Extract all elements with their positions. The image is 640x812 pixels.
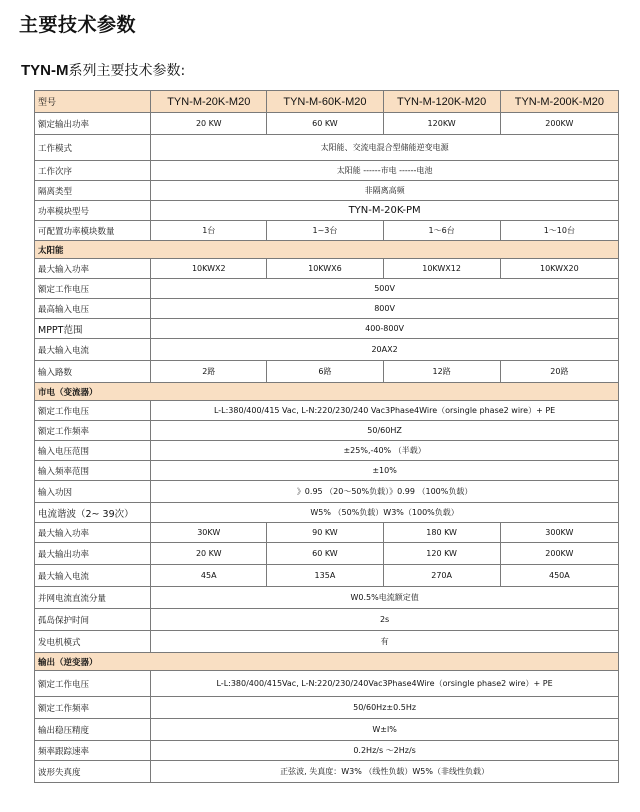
- table-row: [35, 361, 619, 383]
- table-row: [35, 259, 619, 279]
- row-label: 最大输入功率: [35, 259, 151, 279]
- series-suffix: 系列主要技术参数:: [68, 63, 186, 79]
- cell-value: 60 KW: [267, 543, 383, 565]
- row-label: 输入电压范围: [35, 441, 151, 461]
- table-row: [35, 631, 619, 653]
- table-row: [35, 697, 619, 719]
- row-label: 最大输入电流: [35, 565, 151, 587]
- row-label: 最高输入电压: [35, 299, 151, 319]
- row-label: 额定工作电压: [35, 279, 151, 299]
- row-label: 功率模块型号: [35, 201, 151, 221]
- cell-value: 60 KW: [267, 113, 383, 135]
- row-label: 波形失真度: [35, 761, 151, 783]
- cell-value: 20 KW: [151, 113, 267, 135]
- table-row: [35, 161, 619, 181]
- cell-value: 90 KW: [267, 523, 383, 543]
- table-row: [35, 543, 619, 565]
- row-label: 额定工作频率: [35, 697, 151, 719]
- cell-value: 1~3台: [267, 221, 383, 241]
- cell-value: 10KWX20: [500, 259, 618, 279]
- table-header-row: [35, 91, 619, 113]
- cell-value: 50/60Hz±0.5Hz: [151, 697, 619, 719]
- cell-value: 0.2Hz/s ～2Hz/s: [151, 741, 619, 761]
- model-header-cell: TYN-M-200K-M20: [500, 91, 618, 113]
- cell-value: L-L:380/400/415 Vac, L-N:220/230/240 Vac3Phase4Wire（orsingle phase2 wire）+ PE: [151, 401, 619, 421]
- table-row: [35, 221, 619, 241]
- spec-table: [34, 90, 619, 783]
- cell-value: 非隔离高频: [151, 181, 619, 201]
- cell-value: 450A: [500, 565, 618, 587]
- table-row: [35, 523, 619, 543]
- table-row: [35, 761, 619, 783]
- row-label: 额定输出功率: [35, 113, 151, 135]
- spec-table-title: [21, 60, 185, 80]
- table-row: [35, 741, 619, 761]
- page-title: 主要技术参数: [19, 14, 137, 36]
- table-row: [35, 587, 619, 609]
- table-row: [35, 113, 619, 135]
- table-row: [35, 319, 619, 339]
- cell-value: 10KWX2: [151, 259, 267, 279]
- cell-value: 800V: [151, 299, 619, 319]
- cell-value: ±25%,-40% （半载）: [151, 441, 619, 461]
- row-label: 隔离类型: [35, 181, 151, 201]
- cell-value: 120KW: [383, 113, 500, 135]
- cell-value: 有: [151, 631, 619, 653]
- cell-value: 10KWX6: [267, 259, 383, 279]
- table-row: [35, 609, 619, 631]
- row-label: 输入路数: [35, 361, 151, 383]
- model-header-cell: TYN-M-120K-M20: [383, 91, 500, 113]
- cell-value: W5% （50%负载）W3%（100%负载）: [151, 503, 619, 523]
- cell-value: 135A: [267, 565, 383, 587]
- row-label: 可配置功率模块数量: [35, 221, 151, 241]
- cell-value: 20AX2: [151, 339, 619, 361]
- cell-value: 太阳能 ------市电 ------电池: [151, 161, 619, 181]
- table-row: [35, 339, 619, 361]
- row-label: 频率跟踪速率: [35, 741, 151, 761]
- cell-value: W0.5%电流额定值: [151, 587, 619, 609]
- cell-value: 1～6台: [383, 221, 500, 241]
- table-row: [35, 719, 619, 741]
- row-label: 输入频率范围: [35, 461, 151, 481]
- cell-value: 180 KW: [383, 523, 500, 543]
- cell-value: 2路: [151, 361, 267, 383]
- cell-value: 270A: [383, 565, 500, 587]
- row-label: 并网电流直流分量: [35, 587, 151, 609]
- cell-value: 45A: [151, 565, 267, 587]
- table-row: [35, 181, 619, 201]
- cell-value: 》0.95 （20～50%负载）》0.99 （100%负载）: [151, 481, 619, 503]
- table-row: [35, 421, 619, 441]
- row-label: 最大输出功率: [35, 543, 151, 565]
- cell-value: 太阳能、交流电混合型储能逆变电源: [151, 135, 619, 161]
- row-label: 电流谐波（2~ 39次）: [35, 503, 151, 523]
- cell-value: 6路: [267, 361, 383, 383]
- cell-value: 20 KW: [151, 543, 267, 565]
- cell-value: L-L:380/400/415Vac, L-N:220/230/240Vac3Phase4Wire（orsingle phase2 wire）+ PE: [151, 671, 619, 697]
- cell-value: 10KWX12: [383, 259, 500, 279]
- section-header-output: [35, 653, 619, 671]
- cell-value: 200KW: [500, 543, 618, 565]
- cell-value: 200KW: [500, 113, 618, 135]
- row-label: 发电机模式: [35, 631, 151, 653]
- table-row: [35, 135, 619, 161]
- cell-value: 30KW: [151, 523, 267, 543]
- section-label: 太阳能: [35, 241, 619, 259]
- cell-value: 12路: [383, 361, 500, 383]
- cell-value: 400-800V: [151, 319, 619, 339]
- cell-value: 50/60HZ: [151, 421, 619, 441]
- table-row: [35, 461, 619, 481]
- cell-value: 300KW: [500, 523, 618, 543]
- row-label: 最大输入功率: [35, 523, 151, 543]
- row-label: 工作模式: [35, 135, 151, 161]
- table-row: [35, 441, 619, 461]
- cell-value: TYN-M-20K-PM: [151, 201, 619, 221]
- section-header-grid: [35, 383, 619, 401]
- cell-value: 1台: [151, 221, 267, 241]
- cell-value: 20路: [500, 361, 618, 383]
- cell-value: 2s: [151, 609, 619, 631]
- table-row: [35, 565, 619, 587]
- model-header-label: 型号: [35, 91, 151, 113]
- row-label: 输入功因: [35, 481, 151, 503]
- row-label: 额定工作电压: [35, 671, 151, 697]
- row-label: 工作次序: [35, 161, 151, 181]
- row-label: 额定工作频率: [35, 421, 151, 441]
- row-label: 孤岛保护时间: [35, 609, 151, 631]
- row-label: MPPT范围: [35, 319, 151, 339]
- row-label: 最大输入电流: [35, 339, 151, 361]
- row-label: 额定工作电压: [35, 401, 151, 421]
- model-header-cell: TYN-M-60K-M20: [267, 91, 383, 113]
- table-row: [35, 299, 619, 319]
- table-row: [35, 503, 619, 523]
- cell-value: 正弦波, 失真度：W3% （线性负载）W5%（非线性负载）: [151, 761, 619, 783]
- cell-value: W±l%: [151, 719, 619, 741]
- cell-value: 120 KW: [383, 543, 500, 565]
- cell-value: 500V: [151, 279, 619, 299]
- section-header-solar: [35, 241, 619, 259]
- section-label: 市电（变流器）: [35, 383, 619, 401]
- model-header-cell: TYN-M-20K-M20: [151, 91, 267, 113]
- cell-value: 1～10台: [500, 221, 618, 241]
- section-label: 输出（逆变器）: [35, 653, 619, 671]
- table-row: [35, 201, 619, 221]
- cell-value: ±10%: [151, 461, 619, 481]
- series-model: TYN-M: [21, 62, 69, 79]
- row-label: 输出稳压精度: [35, 719, 151, 741]
- table-row: [35, 481, 619, 503]
- table-row: [35, 401, 619, 421]
- table-row: [35, 671, 619, 697]
- table-row: [35, 279, 619, 299]
